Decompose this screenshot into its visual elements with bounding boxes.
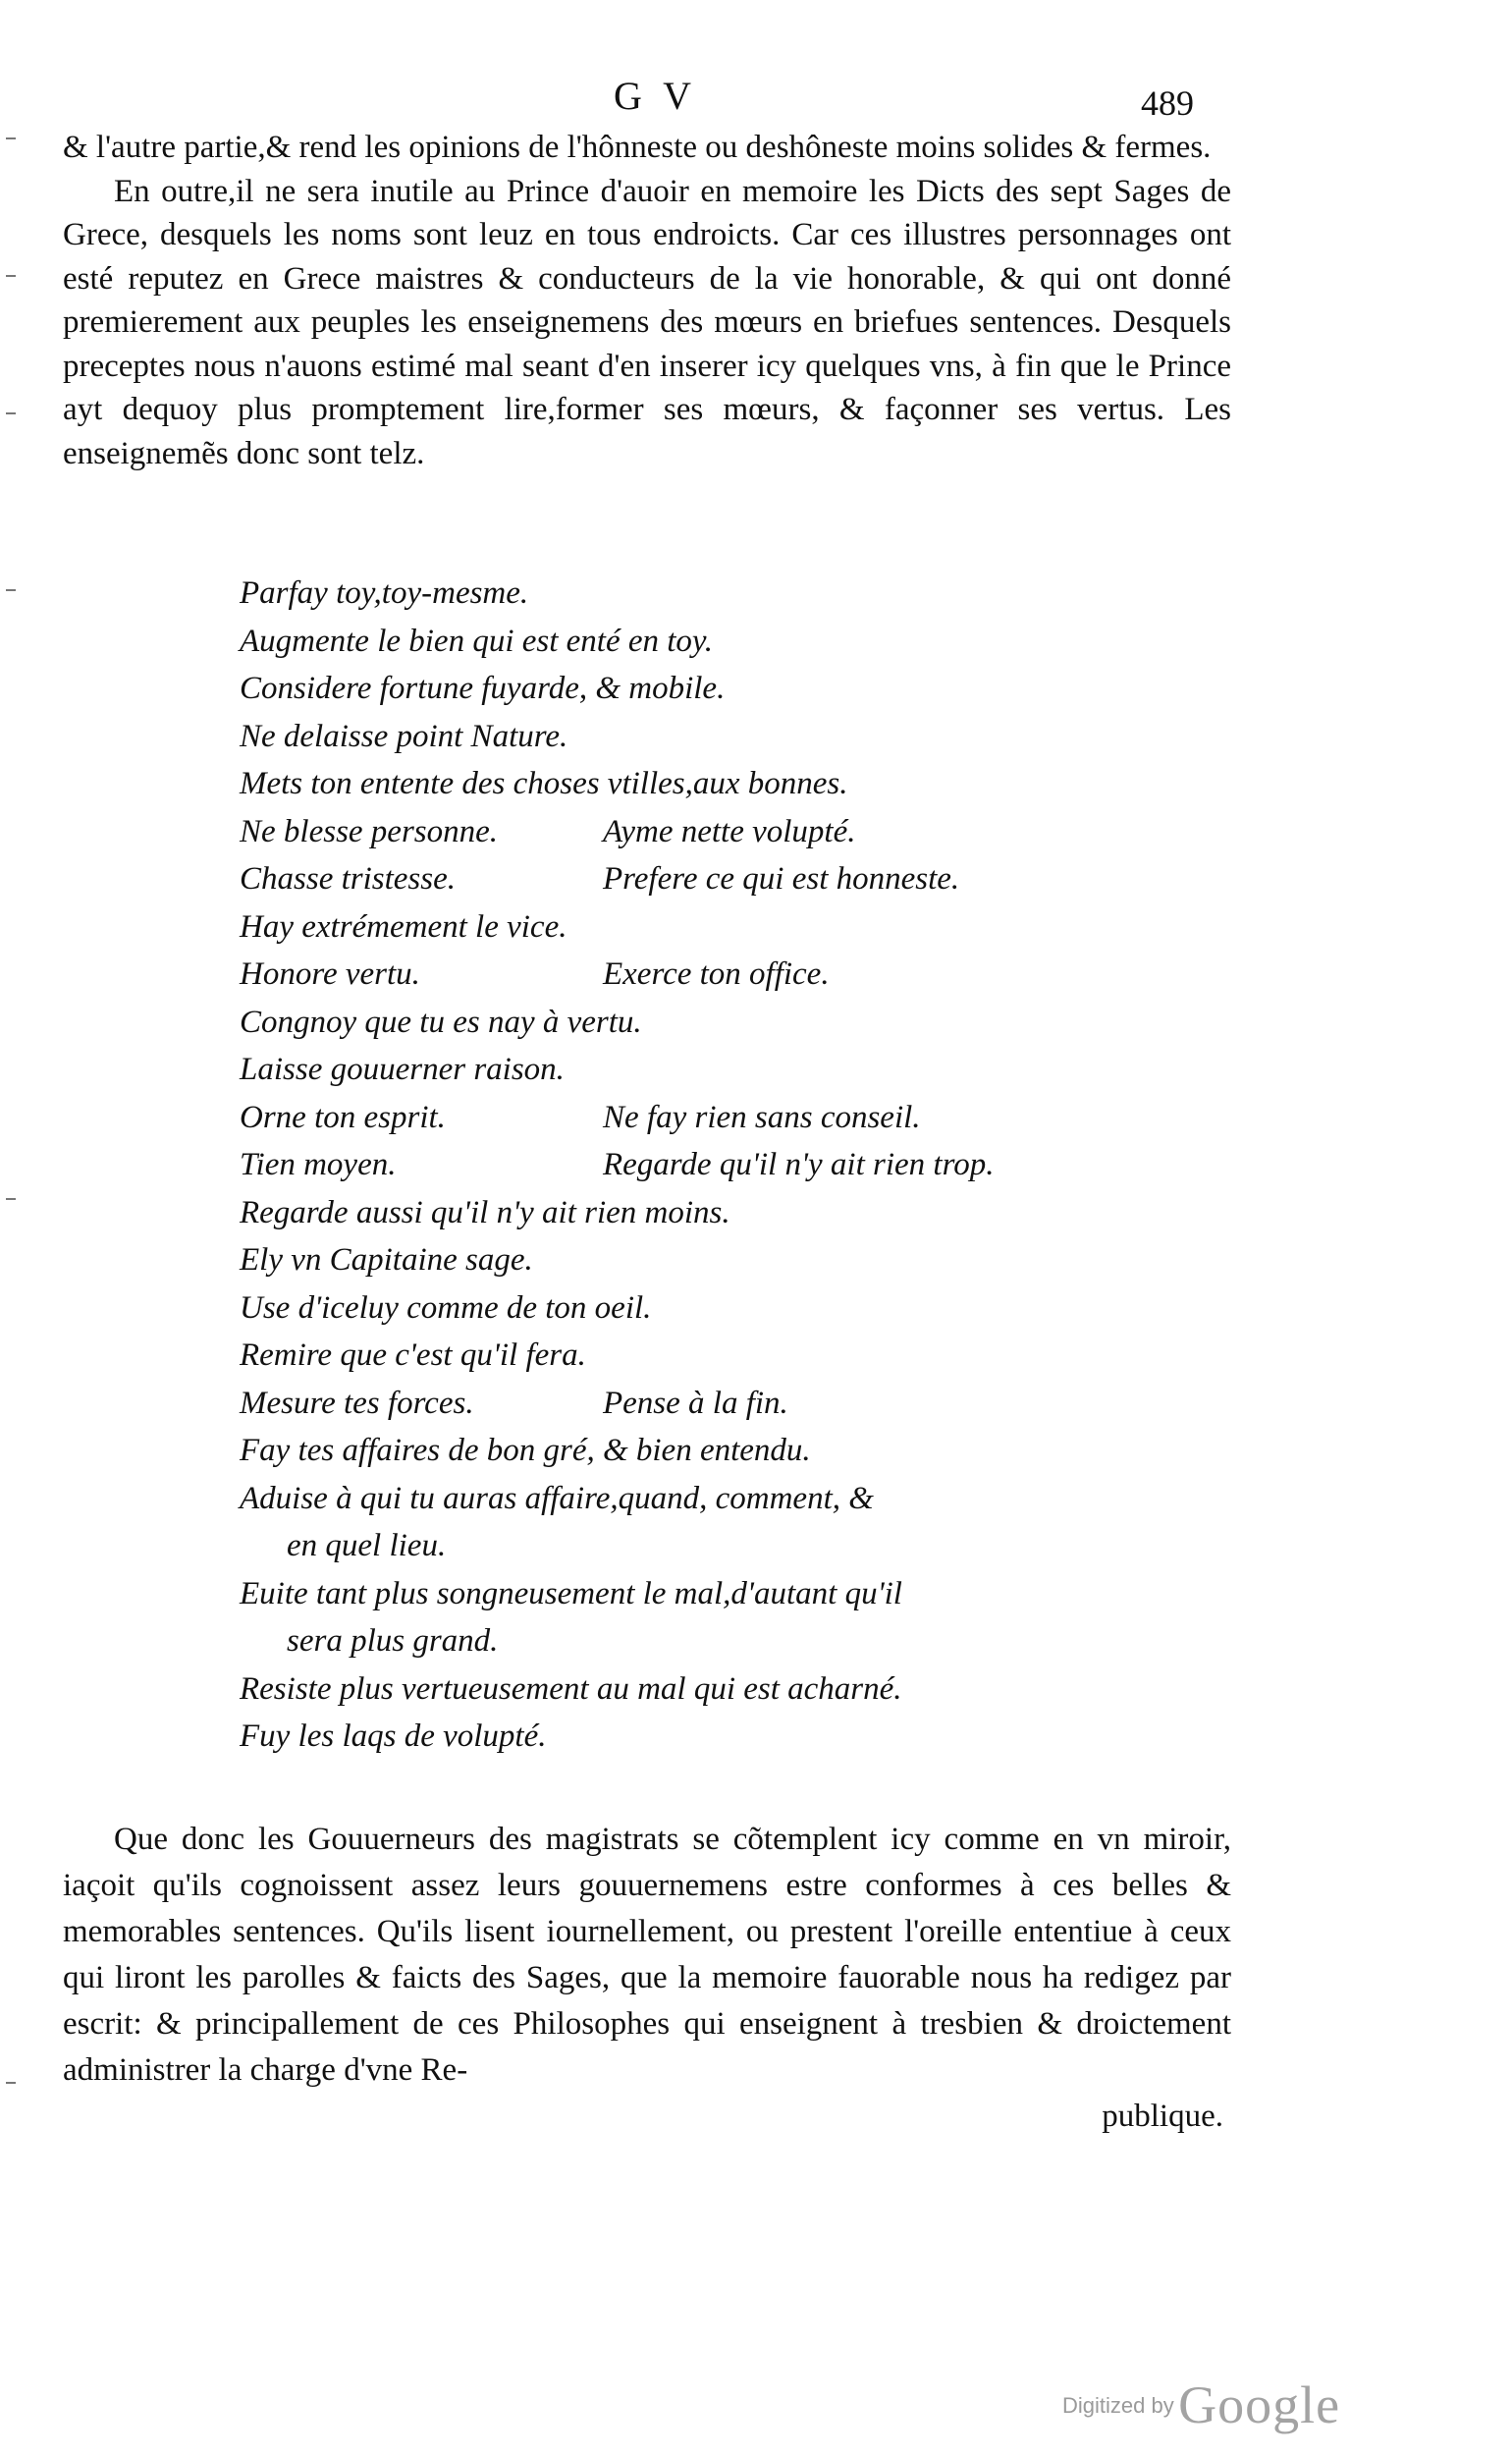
margin-speck [6,137,16,139]
maxim-line [240,1284,1241,1333]
maxim-line [240,999,1241,1047]
maxim-line [240,1141,1241,1189]
maxim-line [240,1475,1241,1523]
intro-paragraph-1: & l'autre partie,& rend les opinions de l'hônneste ou deshôneste moins solides & fermes. [63,130,1212,165]
maxim-second-text: Exerce ton office. [603,956,830,992]
maxim-line [240,665,1241,713]
maxim-text: Mesure tes forces. [240,1385,474,1421]
maxim-text: sera plus grand. [287,1623,499,1659]
closing-text [63,1817,1231,2140]
maxim-line [240,808,1241,856]
maxim-line [240,1332,1241,1380]
maxim-line [240,1189,1241,1237]
maxim-text: Parfay toy,toy-mesme. [240,575,529,611]
maxim-text: Ne delaisse point Nature. [240,718,568,754]
margin-speck [6,275,16,277]
maxim-line [240,1380,1241,1428]
maxim-text: Orne ton esprit. [240,1099,446,1135]
maxim-line [240,951,1241,999]
maxim-line [240,618,1241,666]
digitized-by-watermark [1062,2374,1340,2435]
intro-paragraph-2: En outre,il ne sera inutile au Prince d'auoir en memoire les Dicts des sept Sages de Grece, desquels les noms sont leuz en tous endroicts. Car ces illustres personnages ont esté reputez en Grece maistres & conducteurs de la vie honorable, & qui ont donné premierement aux peuples les enseignemens des mœurs en briefues sentences. Desquels preceptes nous n'auons estimé mal seant d'en inserer icy quelques vns, à fin que le Prince ayt dequoy plus promptement lire,former ses mœurs, & façonner ses vertus. Les enseignemẽs donc sont telz. [63,173,1231,471]
maxim-line [240,1236,1241,1284]
maxim-line [240,1713,1241,1761]
margin-speck [6,2082,16,2084]
signature-mark: G V [614,74,698,118]
margin-speck [6,412,16,414]
maxim-second-text: Ne fay rien sans conseil. [603,1099,921,1135]
maxim-second-text: Prefere ce qui est honneste. [603,861,960,897]
maxim-line [240,1665,1241,1714]
maxim-line [240,1094,1241,1142]
intro-text [63,126,1231,475]
maxim-line [240,713,1241,761]
maxim-text: Fay tes affaires de bon gré, & bien entendu. [240,1433,811,1468]
maxim-line [240,903,1241,952]
closing-last-word: publique. [1102,2099,1223,2134]
maxim-line [240,855,1241,903]
page-number: 489 [1141,83,1194,123]
closing-paragraph: Que donc les Gouuerneurs des magistrats se cõtemplent icy comme en vn miroir, iaçoit qu'ils cognoissent assez leurs gouuernemens estre conformes à ces belles & memorables sentences. Qu'ils lisent iournellement, ou prestent l'oreille ententiue à ceux qui liront les parolles & faicts des Sages, que la memoire fauorable nous ha redigez par escrit: & principallement de ces Philosophes qui enseignent à tresbien & droictement administrer la charge d'vne Re- [63,1822,1231,2088]
google-logo: Google [1178,2375,1341,2434]
maxim-text: en quel lieu. [287,1528,447,1563]
maxim-second-text: Pense à la fin. [603,1385,788,1421]
maxim-line [240,1570,1241,1618]
maxim-text: Laisse gouuerner raison. [240,1052,565,1087]
maxim-line [240,1427,1241,1475]
maxim-text: Tien moyen. [240,1147,397,1182]
margin-speck [6,589,16,591]
maxims-list [240,570,1241,1761]
maxim-text: Regarde aussi qu'il n'y ait rien moins. [240,1194,730,1230]
maxim-text: Augmente le bien qui est enté en toy. [240,623,714,659]
maxim-text: Use d'iceluy comme de ton oeil. [240,1289,652,1326]
maxim-text: Considere fortune fuyarde, & mobile. [240,671,726,706]
maxim-text: Mets ton entente des choses vtilles,aux bonnes. [240,766,848,801]
maxim-text: Ely vn Capitaine sage. [240,1242,533,1278]
maxim-line [240,570,1241,618]
maxim-text: Chasse tristesse. [240,861,457,897]
maxim-text: Resiste plus vertueusement au mal qui est acharné. [240,1670,902,1707]
digitized-by-label: Digitized by [1062,2393,1174,2418]
maxim-line [240,1617,1241,1665]
margin-specks [6,118,26,2180]
maxim-line [240,1522,1241,1570]
maxim-second-text: Ayme nette volupté. [603,813,856,849]
maxim-text: Honore vertu. [240,956,420,992]
maxim-text: Ne blesse personne. [240,813,499,849]
maxim-line [240,760,1241,808]
maxim-line [240,1046,1241,1094]
maxim-text: Aduise à qui tu auras affaire,quand, comment, & [240,1480,874,1516]
page-header [0,69,1512,123]
maxim-text: Fuy les laqs de volupté. [240,1718,547,1754]
maxim-text: Remire que c'est qu'il fera. [240,1337,586,1373]
maxim-second-text: Regarde qu'il n'y ait rien trop. [603,1147,995,1182]
margin-speck [6,1198,16,1200]
maxim-text: Hay extrémement le vice. [240,908,567,945]
maxim-text: Euite tant plus songneusement le mal,d'autant qu'il [240,1575,902,1611]
maxim-text: Congnoy que tu es nay à vertu. [240,1004,642,1040]
